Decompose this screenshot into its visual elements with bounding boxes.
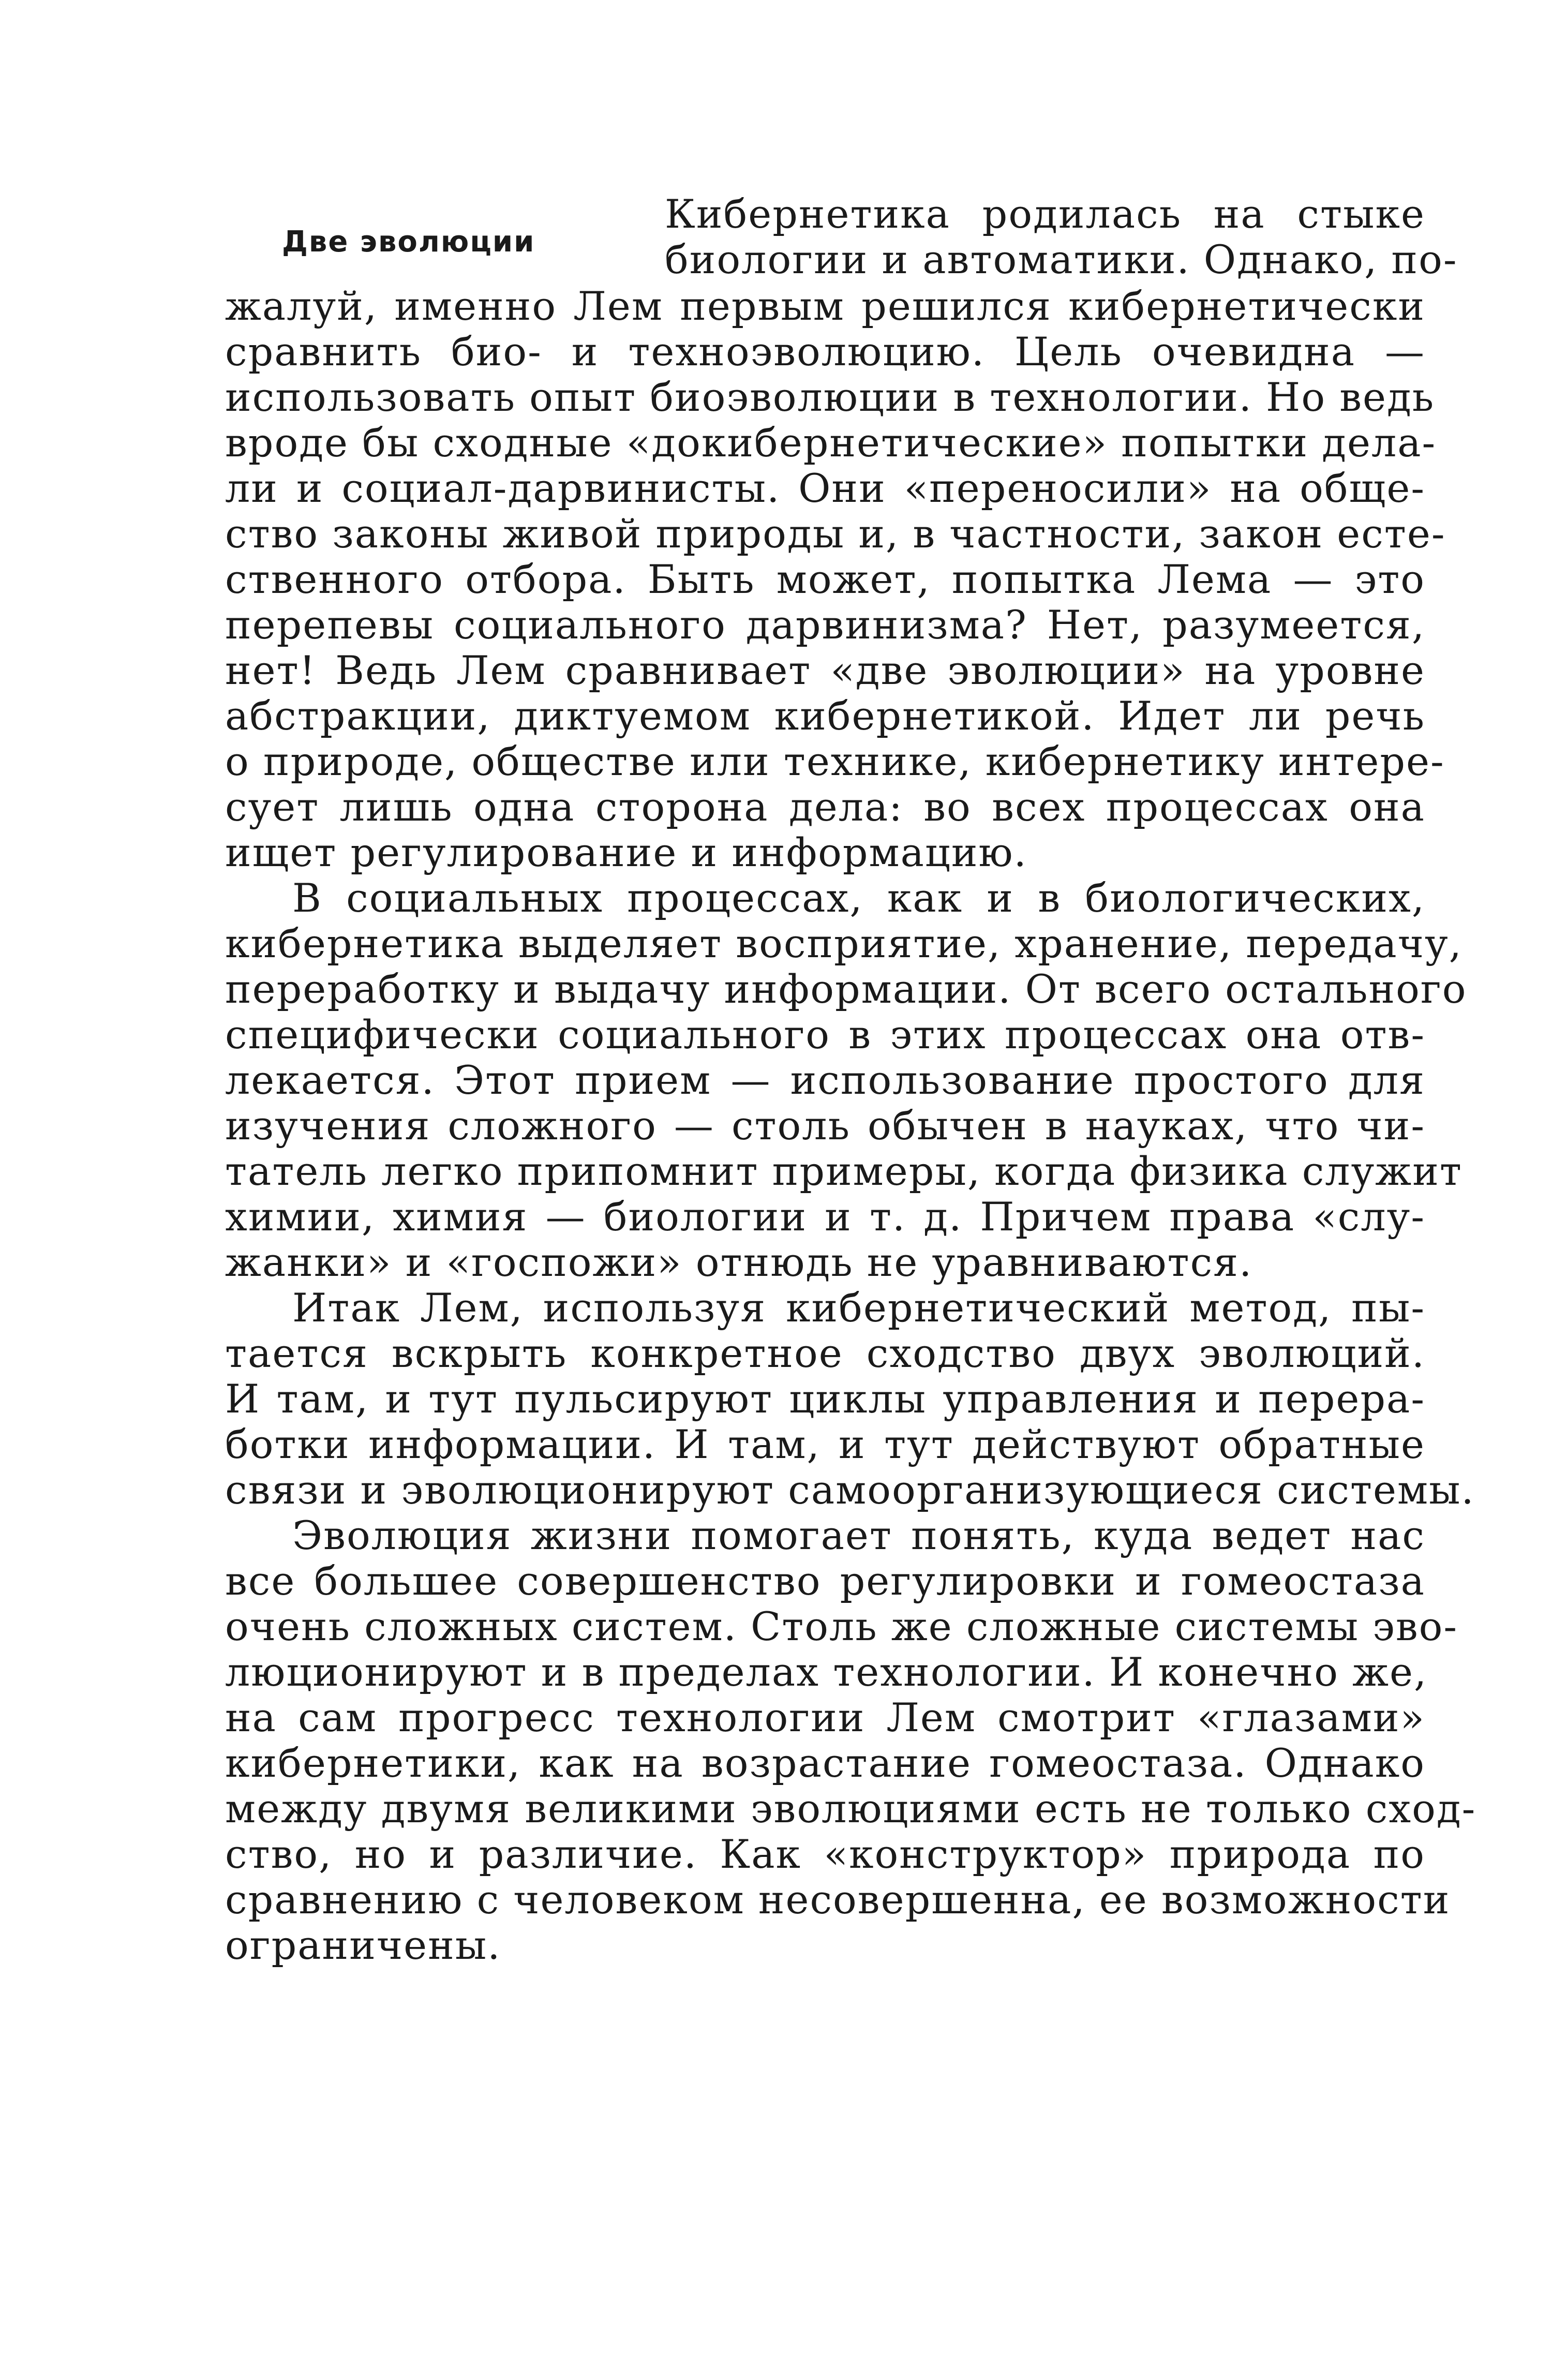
text-line: на сам прогресс технологии Лем смотрит «глазами» [225,1694,1425,1741]
text-line: абстракции, диктуемом кибернетикой. Идет ли речь [225,693,1425,739]
text-line: кибернетика выделяет восприятие, хранение, передачу, [225,920,1463,966]
text-line: биологии и автоматики. Однако, по- [665,236,1458,282]
text-line: сует лишь одна сторона дела: во всех процессах она [225,784,1425,830]
text-line: о природе, обществе или технике, кибернетику интере- [225,738,1445,784]
text-line: использовать опыт биоэволюции в технологии. Но ведь [225,374,1435,420]
text-line: связи и эволюционируют самоорганизующиеся системы. [225,1467,1475,1513]
text-line: между двумя великими эволюциями есть не только сход- [225,1786,1476,1832]
text-line: очень сложных систем. Столь же сложные системы эво- [225,1603,1458,1649]
text-line: сравнению с человеком несовершенна, ее возможности [225,1877,1451,1923]
text-line: ство законы живой природы и, в частности, закон есте- [225,511,1446,557]
text-line: сравнить био- и техноэволюцию. Цель очевидна — [225,329,1425,375]
text-line: люционируют и в пределах технологии. И конечно же, [225,1649,1428,1695]
text-line: специфически социального в этих процессах она отв- [225,1012,1425,1058]
text-line: Кибернетика родилась на стыке [665,191,1425,237]
text-line: ственного отбора. Быть может, попытка Лема — это [225,556,1425,602]
body-text [225,283,1476,1968]
text-line: тается вскрыть конкретное сходство двух эволюций. [225,1330,1425,1376]
text-line: жалуй, именно Лем первым решился кибернетически [225,283,1425,329]
text-line: нет! Ведь Лем сравнивает «две эволюции» на уровне [225,647,1425,693]
text-line: переработку и выдачу информации. От всего остального [225,966,1467,1012]
intro-block [665,191,1458,282]
text-line: химии, химия — биологии и т. д. Причем права «слу- [225,1194,1425,1240]
section-heading: Две эволюции [282,225,535,259]
text-line: ищет регулирование и информацию. [225,829,1027,875]
text-line: ограничены. [225,1922,501,1968]
text-line: И там, и тут пульсируют циклы управления и перера- [225,1376,1425,1422]
text-line: изучения сложного — столь обычен в науках, что чи- [225,1103,1425,1149]
text-line: кибернетики, как на возрастание гомеостаза. Однако [225,1740,1425,1786]
text-line: перепевы социального дарвинизма? Нет, разумеется, [225,602,1425,648]
text-line: ство, но и различие. Как «конструктор» природа по [225,1831,1425,1877]
text-line: Эволюция жизни помогает понять, куда ведет нас [292,1512,1425,1558]
text-line: Итак Лем, используя кибернетический метод, пы- [292,1285,1425,1331]
text-line: лекается. Этот прием — использование простого для [225,1057,1425,1103]
text-line: В социальных процессах, как и в биологических, [292,875,1425,921]
text-line: татель легко припомнит примеры, когда физика служит [225,1148,1463,1194]
text-line: ботки информации. И там, и тут действуют обратные [225,1421,1425,1467]
text-line: все большее совершенство регулировки и гомеостаза [225,1558,1425,1604]
text-line: вроде бы сходные «докибернетические» попытки дела- [225,420,1437,466]
text-line: жанки» и «госпожи» отнюдь не уравниваются. [225,1239,1253,1285]
text-line: ли и социал-дарвинисты. Они «переносили» на обще- [225,465,1425,511]
